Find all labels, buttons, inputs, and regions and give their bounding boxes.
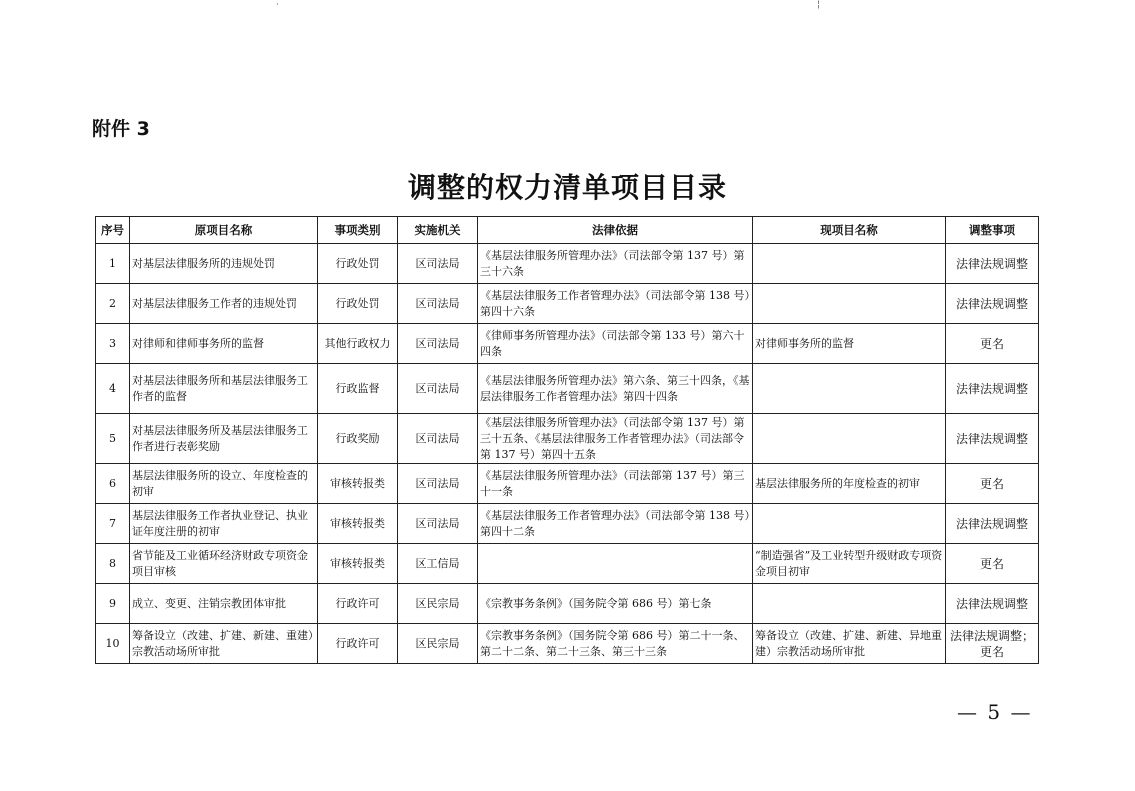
cell-agency: 区司法局 <box>398 364 478 414</box>
table-row <box>96 464 1039 504</box>
cell-current-name: 对律师事务所的监督 <box>753 324 946 364</box>
table-row <box>96 364 1039 414</box>
cell-adjustment: 法律法规调整 <box>946 284 1039 324</box>
cell-adjustment: 更名 <box>946 324 1039 364</box>
cell-no: 2 <box>96 284 130 324</box>
cell-category: 行政监督 <box>318 364 398 414</box>
cell-adjustment: 法律法规调整；更名 <box>946 624 1039 664</box>
cell-no: 7 <box>96 504 130 544</box>
cell-category: 行政处罚 <box>318 244 398 284</box>
cell-legal-basis: 《律师事务所管理办法》（司法部令第 133 号）第六十四条 <box>478 324 753 364</box>
table-header-row <box>96 217 1039 244</box>
col-header-adjustment: 调整事项 <box>946 217 1039 244</box>
cell-category: 行政许可 <box>318 584 398 624</box>
cell-original-name: 对基层法律服务所及基层法律服务工作者进行表彰奖励 <box>130 414 318 464</box>
cell-original-name: 基层法律服务工作者执业登记、执业证年度注册的初审 <box>130 504 318 544</box>
cell-adjustment: 法律法规调整 <box>946 364 1039 414</box>
cell-agency: 区民宗局 <box>398 584 478 624</box>
cell-agency: 区司法局 <box>398 324 478 364</box>
cell-agency: 区民宗局 <box>398 624 478 664</box>
cell-category: 行政奖励 <box>318 414 398 464</box>
cell-current-name <box>753 584 946 624</box>
scan-mark: · <box>276 0 279 10</box>
cell-no: 3 <box>96 324 130 364</box>
col-header-no: 序号 <box>96 217 130 244</box>
col-header-agency: 实施机关 <box>398 217 478 244</box>
cell-original-name: 对律师和律师事务所的监督 <box>130 324 318 364</box>
cell-agency: 区司法局 <box>398 504 478 544</box>
cell-category: 审核转报类 <box>318 544 398 584</box>
cell-agency: 区司法局 <box>398 244 478 284</box>
cell-current-name <box>753 414 946 464</box>
cell-current-name: 筹备设立（改建、扩建、新建、异地重建）宗教活动场所审批 <box>753 624 946 664</box>
document-title: 调整的权力清单项目目录 <box>407 171 727 204</box>
col-header-legal-basis: 法律依据 <box>478 217 753 244</box>
cell-legal-basis: 《宗教事务条例》（国务院令第 686 号）第七条 <box>478 584 753 624</box>
cell-adjustment: 法律法规调整 <box>946 584 1039 624</box>
cell-original-name: 对基层法律服务所的违规处罚 <box>130 244 318 284</box>
col-header-category: 事项类别 <box>318 217 398 244</box>
cell-no: 5 <box>96 414 130 464</box>
cell-legal-basis: 《基层法律服务所管理办法》（司法部第 137 号）第三十一条 <box>478 464 753 504</box>
cell-current-name: “制造强省”及工业转型升级财政专项资金项目初审 <box>753 544 946 584</box>
cell-category: 审核转报类 <box>318 464 398 504</box>
cell-no: 8 <box>96 544 130 584</box>
cell-legal-basis: 《基层法律服务所管理办法》（司法部令第 137 号）第三十五条、《基层法律服务工作者管理办法》（司法部令第 137 号）第四十五条 <box>478 414 753 464</box>
table-row <box>96 624 1039 664</box>
cell-adjustment: 法律法规调整 <box>946 244 1039 284</box>
cell-original-name: 省节能及工业循环经济财政专项资金项目审核 <box>130 544 318 584</box>
cell-category: 行政处罚 <box>318 284 398 324</box>
cell-agency: 区工信局 <box>398 544 478 584</box>
table-row <box>96 504 1039 544</box>
cell-category: 行政许可 <box>318 624 398 664</box>
table-row <box>96 544 1039 584</box>
cell-original-name: 对基层法律服务所和基层法律服务工作者的监督 <box>130 364 318 414</box>
cell-legal-basis: 《宗教事务条例》（国务院令第 686 号）第二十一条、第二十二条、第二十三条、第三十三条 <box>478 624 753 664</box>
table-row <box>96 414 1039 464</box>
cell-agency: 区司法局 <box>398 464 478 504</box>
cell-no: 4 <box>96 364 130 414</box>
table-row <box>96 584 1039 624</box>
cell-no: 1 <box>96 244 130 284</box>
cell-legal-basis: 《基层法律服务所管理办法》第六条、第三十四条，《基层法律服务工作者管理办法》第四十四条 <box>478 364 753 414</box>
page-number: — 5 — <box>957 700 1033 724</box>
col-header-original-name: 原项目名称 <box>130 217 318 244</box>
cell-adjustment: 更名 <box>946 544 1039 584</box>
attachment-label: 附件 3 <box>92 118 150 140</box>
cell-adjustment: 更名 <box>946 464 1039 504</box>
cell-category: 审核转报类 <box>318 504 398 544</box>
cell-original-name: 筹备设立（改建、扩建、新建、重建）宗教活动场所审批 <box>130 624 318 664</box>
cell-legal-basis <box>478 544 753 584</box>
cell-current-name <box>753 284 946 324</box>
cell-no: 10 <box>96 624 130 664</box>
cell-current-name <box>753 244 946 284</box>
cell-category: 其他行政权力 <box>318 324 398 364</box>
cell-agency: 区司法局 <box>398 414 478 464</box>
cell-current-name <box>753 504 946 544</box>
table-row <box>96 284 1039 324</box>
cell-original-name: 基层法律服务所的设立、年度检查的初审 <box>130 464 318 504</box>
cell-adjustment: 法律法规调整 <box>946 504 1039 544</box>
cell-agency: 区司法局 <box>398 284 478 324</box>
cell-no: 6 <box>96 464 130 504</box>
table-row <box>96 244 1039 284</box>
cell-legal-basis: 《基层法律服务工作者管理办法》（司法部令第 138 号）第四十六条 <box>478 284 753 324</box>
power-list-table <box>95 216 1039 664</box>
cell-legal-basis: 《基层法律服务所管理办法》（司法部令第 137 号）第三十六条 <box>478 244 753 284</box>
table-row <box>96 324 1039 364</box>
scan-mark: ¦ <box>817 0 821 10</box>
cell-original-name: 对基层法律服务工作者的违规处罚 <box>130 284 318 324</box>
cell-adjustment: 法律法规调整 <box>946 414 1039 464</box>
cell-current-name <box>753 364 946 414</box>
cell-legal-basis: 《基层法律服务工作者管理办法》（司法部令第 138 号）第四十二条 <box>478 504 753 544</box>
cell-current-name: 基层法律服务所的年度检查的初审 <box>753 464 946 504</box>
cell-no: 9 <box>96 584 130 624</box>
col-header-current-name: 现项目名称 <box>753 217 946 244</box>
cell-original-name: 成立、变更、注销宗教团体审批 <box>130 584 318 624</box>
